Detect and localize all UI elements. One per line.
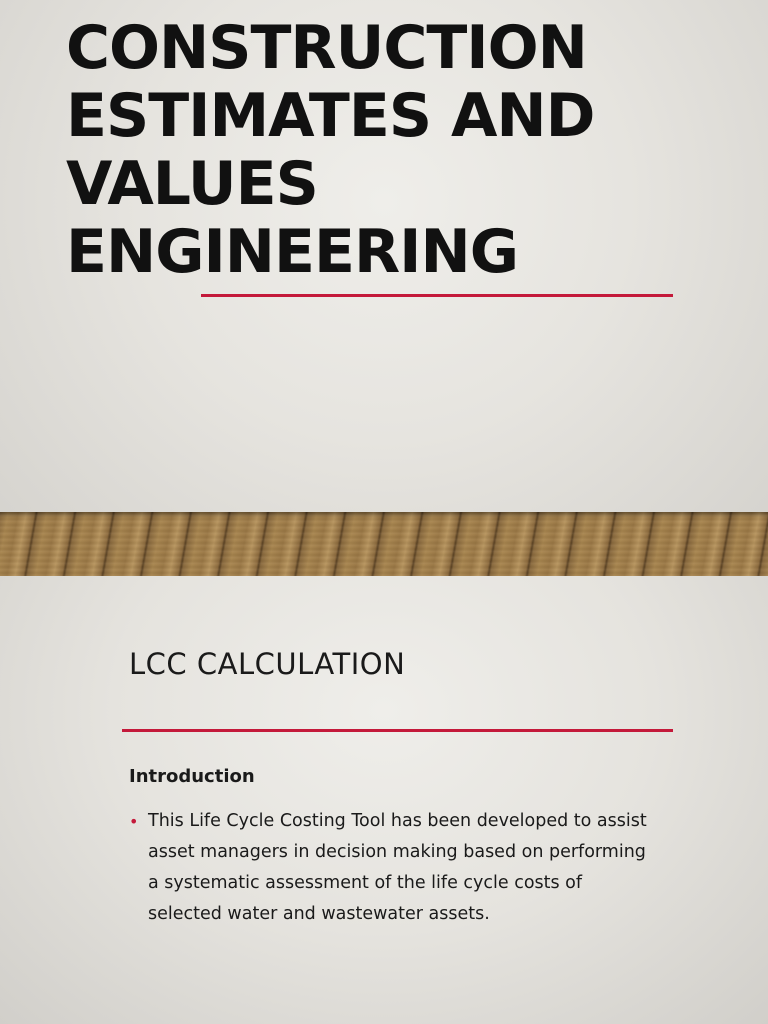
wood-floor-decoration	[0, 512, 768, 576]
bullet-icon: •	[129, 812, 139, 831]
title-accent-rule	[201, 294, 673, 297]
slide-title: LCC CALCULATION	[129, 647, 406, 681]
bullet-text: This Life Cycle Costing Tool has been developed to assist asset managers in decision making based on performing a systematic assessment of the life cycle costs of selected water and wastewater assets.	[148, 811, 647, 924]
bullet-list	[129, 806, 659, 930]
section-heading: Introduction	[129, 766, 255, 787]
title-accent-rule	[122, 729, 673, 732]
bullet-item	[129, 806, 659, 930]
content-slide	[0, 576, 768, 1024]
slide-title: CONSTRUCTION ESTIMATES AND VALUES ENGINEERING	[66, 13, 595, 287]
